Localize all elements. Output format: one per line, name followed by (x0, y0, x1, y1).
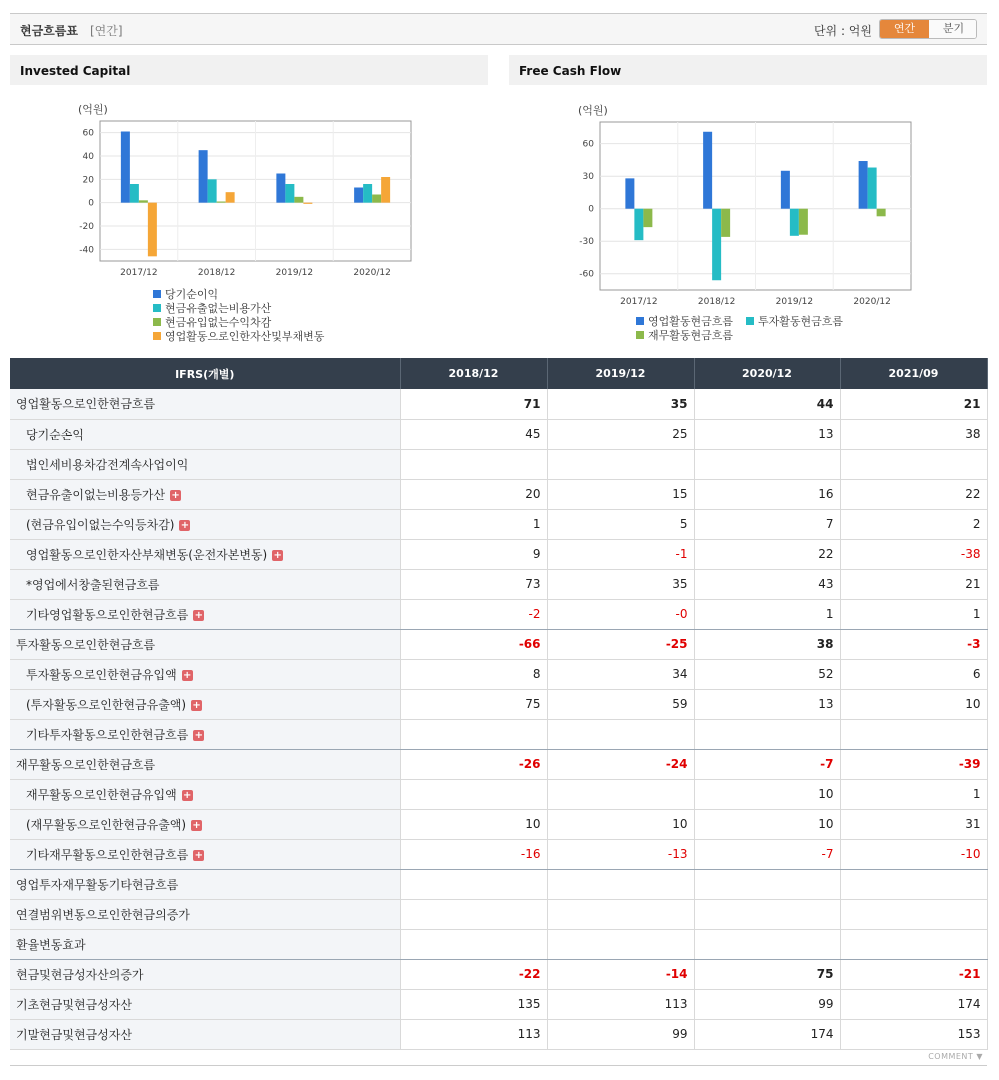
row-label-text: 당기순손익 (26, 427, 84, 442)
table-header-row (10, 358, 987, 389)
expand-plus-icon[interactable]: + (194, 609, 203, 621)
cell-value: 59 (547, 689, 694, 719)
cell-value: 35 (547, 569, 694, 599)
cell-value: 6 (840, 659, 987, 689)
row-label-text: *영업에서창출된현금흐름 (26, 577, 160, 592)
footer (10, 1050, 987, 1066)
comment-toggle[interactable]: COMMENT ▼ (928, 1052, 983, 1061)
cell-value: -16 (400, 839, 547, 869)
expand-plus-icon[interactable]: + (194, 729, 203, 741)
cell-value (400, 899, 547, 929)
section-title: 현금흐름표 (20, 24, 78, 38)
cell-value: 38 (694, 629, 840, 659)
header-period: 2019/12 (547, 358, 694, 389)
cell-value (400, 719, 547, 749)
table-body (10, 389, 987, 1049)
cell-value: 1 (400, 509, 547, 539)
row-label-text: (현금유입이없는수익등차감) (26, 517, 175, 532)
x-tick-label: 2020/12 (853, 297, 891, 307)
cell-value: -3 (840, 629, 987, 659)
bar (781, 171, 790, 209)
table-row (10, 989, 987, 1019)
y-tick-label: 40 (82, 152, 94, 162)
cell-value (840, 869, 987, 899)
unit-label: (억원) (578, 104, 608, 117)
cell-value (400, 449, 547, 479)
cell-value: -7 (694, 749, 840, 779)
row-label (10, 1019, 400, 1049)
bar (130, 184, 139, 203)
row-label (10, 899, 400, 929)
table-row (10, 629, 987, 659)
bar (799, 209, 808, 235)
bar (877, 209, 886, 217)
cell-value: 10 (694, 779, 840, 809)
cell-value (694, 899, 840, 929)
table-row (10, 749, 987, 779)
legend-swatch (153, 318, 161, 326)
annual-toggle-button[interactable]: 연간 (880, 20, 929, 38)
cell-value: 35 (547, 389, 694, 419)
y-tick-label: 0 (588, 204, 594, 215)
y-tick-label: 60 (582, 139, 594, 150)
expand-plus-icon[interactable]: + (180, 519, 190, 531)
row-label-text: 현금및현금성자산의증가 (16, 967, 144, 982)
cell-value: 5 (547, 509, 694, 539)
row-label (10, 659, 400, 689)
bar (139, 200, 148, 202)
section-header (10, 13, 987, 45)
row-label (10, 869, 400, 899)
cell-value: -25 (547, 629, 694, 659)
cell-value: 38 (840, 419, 987, 449)
row-label (10, 509, 400, 539)
cash-flow-table-wrap (10, 358, 987, 1050)
bar (226, 192, 235, 203)
row-label (10, 419, 400, 449)
legend-swatch (636, 331, 644, 339)
bar (703, 132, 712, 209)
table-row (10, 779, 987, 809)
cell-value: 75 (694, 959, 840, 989)
y-tick-label: -40 (79, 245, 94, 256)
row-label-text: 투자활동으로인한현금흐름 (16, 637, 156, 652)
expand-plus-icon[interactable]: + (171, 489, 180, 501)
cell-value: 99 (547, 1019, 694, 1049)
expand-plus-icon[interactable]: + (183, 669, 192, 681)
quarter-toggle-button[interactable]: 분기 (929, 20, 977, 38)
table-row (10, 479, 987, 509)
table-row (10, 389, 987, 419)
bar (721, 209, 730, 237)
x-tick-label: 2018/12 (197, 268, 236, 278)
row-label-text: (재무활동으로인한현금유출액) (26, 817, 187, 832)
row-label (10, 479, 400, 509)
table-row (10, 899, 987, 929)
table-row (10, 1019, 987, 1049)
free-cash-flow-panel (509, 55, 987, 355)
row-label-text: 영업활동으로인한자산부채변동(운전자본변동) (26, 547, 268, 562)
bar (868, 168, 877, 209)
legend-swatch (636, 317, 644, 325)
table-row (10, 869, 987, 899)
cell-value: 15 (547, 479, 694, 509)
invested-capital-chart (10, 85, 488, 355)
row-label-text: 현금유출이없는비용등가산 (26, 487, 166, 502)
cell-value: 43 (694, 569, 840, 599)
cell-value: -1 (547, 539, 694, 569)
period-toggle (879, 19, 977, 39)
cell-value (694, 449, 840, 479)
x-tick-label: 2019/12 (775, 297, 814, 307)
free-cash-flow-title: Free Cash Flow (519, 64, 622, 78)
bar (208, 179, 217, 202)
cell-value: 71 (400, 389, 547, 419)
cell-value: -2 (400, 599, 547, 629)
bar (217, 202, 226, 203)
cell-value: 22 (694, 539, 840, 569)
row-label-text: 투자활동으로인한현금유입액 (26, 667, 177, 682)
row-label-text: 기타재무활동으로인한현금흐름 (26, 847, 189, 862)
bar (859, 161, 868, 209)
row-label-text: 기타영업활동으로인한현금흐름 (26, 607, 189, 622)
legend-label: 재무활동현금흐름 (648, 329, 734, 342)
row-label (10, 929, 400, 959)
cell-value: 25 (547, 419, 694, 449)
table-row (10, 959, 987, 989)
row-label-text: (투자활동으로인한현금유출액) (26, 697, 187, 712)
legend-label: 당기순이익 (165, 288, 219, 301)
cell-value: 2 (840, 509, 987, 539)
y-tick-label: -20 (79, 222, 94, 232)
cell-value: 21 (840, 389, 987, 419)
row-label-text: 법인세비용차감전계속사업이익 (26, 457, 189, 472)
cell-value: 174 (694, 1019, 840, 1049)
row-label (10, 719, 400, 749)
cell-value: 13 (694, 689, 840, 719)
cell-value (840, 449, 987, 479)
bar (372, 195, 381, 203)
cell-value: 10 (694, 809, 840, 839)
cell-value: -39 (840, 749, 987, 779)
legend-label: 현금유입없는수익차감 (165, 316, 272, 329)
row-label-text: 기타투자활동으로인한현금흐름 (26, 727, 189, 742)
y-tick-label: -30 (579, 237, 594, 248)
cell-value (547, 449, 694, 479)
y-tick-label: 20 (82, 175, 94, 186)
table-row (10, 929, 987, 959)
cell-value (547, 779, 694, 809)
row-label-text: 환율변동효과 (16, 937, 86, 952)
cell-value: 21 (840, 569, 987, 599)
table-row (10, 839, 987, 869)
cell-value: 44 (694, 389, 840, 419)
y-tick-label: -60 (579, 269, 594, 280)
header-period: 2018/12 (400, 358, 547, 389)
cell-value: 135 (400, 989, 547, 1019)
cell-value: -38 (840, 539, 987, 569)
table-row (10, 509, 987, 539)
cell-value: 52 (694, 659, 840, 689)
row-label (10, 389, 400, 419)
cell-value (547, 929, 694, 959)
table-row (10, 809, 987, 839)
table-row (10, 599, 987, 629)
legend-swatch (746, 317, 754, 325)
invested-capital-title: Invested Capital (20, 64, 131, 78)
panel-header (509, 55, 987, 85)
cell-value (547, 899, 694, 929)
legend-swatch (153, 304, 161, 312)
bar (363, 184, 372, 203)
row-label-text: 영업활동으로인한현금흐름 (16, 397, 156, 412)
cell-value: 75 (400, 689, 547, 719)
cell-value: 45 (400, 419, 547, 449)
bar (634, 209, 643, 240)
cell-value (840, 899, 987, 929)
cell-value (547, 869, 694, 899)
cell-value: -10 (840, 839, 987, 869)
header-period: 2021/09 (840, 358, 987, 389)
cell-value: -21 (840, 959, 987, 989)
table-row (10, 539, 987, 569)
cell-value: -22 (400, 959, 547, 989)
cell-value: 1 (840, 779, 987, 809)
cell-value: 113 (400, 1019, 547, 1049)
cell-value: 9 (400, 539, 547, 569)
row-label (10, 539, 400, 569)
cell-value: 13 (694, 419, 840, 449)
row-label (10, 629, 400, 659)
bar (148, 203, 157, 257)
cell-value (400, 869, 547, 899)
bar (712, 209, 721, 281)
row-label (10, 989, 400, 1019)
cell-value (694, 869, 840, 899)
cell-value (547, 719, 694, 749)
cell-value: -66 (400, 629, 547, 659)
row-label (10, 689, 400, 719)
bar (285, 184, 294, 203)
invested-capital-panel (10, 55, 488, 355)
cell-value (400, 929, 547, 959)
expand-plus-icon[interactable]: + (183, 789, 192, 801)
row-label (10, 839, 400, 869)
cell-value: -26 (400, 749, 547, 779)
bar (276, 174, 285, 203)
cell-value: 1 (694, 599, 840, 629)
cell-value: 31 (840, 809, 987, 839)
row-label (10, 779, 400, 809)
bar (381, 177, 390, 203)
legend-label: 현금유출없는비용가산 (165, 302, 272, 315)
cash-flow-table (10, 358, 988, 1050)
bar (199, 150, 208, 203)
y-tick-label: 0 (88, 198, 94, 209)
row-label-text: 재무활동으로인한현금유입액 (26, 787, 177, 802)
cell-value: -13 (547, 839, 694, 869)
cell-value: 1 (840, 599, 987, 629)
legend-label: 투자활동현금흐름 (758, 315, 844, 328)
cell-value: 20 (400, 479, 547, 509)
cell-value: 174 (840, 989, 987, 1019)
cell-value: -24 (547, 749, 694, 779)
cell-value (694, 719, 840, 749)
row-label (10, 449, 400, 479)
header-ifrs: IFRS(개별) (10, 358, 400, 389)
row-label (10, 569, 400, 599)
header-period: 2020/12 (694, 358, 840, 389)
expand-plus-icon[interactable]: + (194, 849, 203, 861)
legend-label: 영업활동으로인한자산및부채변동 (165, 330, 325, 343)
table-row (10, 419, 987, 449)
cell-value: 10 (400, 809, 547, 839)
cell-value: 10 (840, 689, 987, 719)
x-tick-label: 2018/12 (697, 297, 736, 307)
row-label (10, 599, 400, 629)
cell-value: 99 (694, 989, 840, 1019)
cell-value: -7 (694, 839, 840, 869)
row-label-text: 재무활동으로인한현금흐름 (16, 757, 156, 772)
legend-label: 영업활동현금흐름 (648, 315, 734, 328)
table-row (10, 449, 987, 479)
expand-plus-icon[interactable]: + (192, 699, 201, 711)
x-tick-label: 2019/12 (275, 268, 314, 278)
x-tick-label: 2017/12 (620, 297, 658, 307)
row-label-text: 영업투자재무활동기타현금흐름 (16, 877, 179, 892)
y-tick-label: 30 (582, 172, 594, 183)
cell-value: 73 (400, 569, 547, 599)
x-tick-label: 2017/12 (120, 268, 158, 278)
cell-value: -0 (547, 599, 694, 629)
row-label-text: 기말현금및현금성자산 (16, 1027, 132, 1042)
bar (294, 197, 303, 203)
bar (303, 203, 312, 204)
cell-value: 10 (547, 809, 694, 839)
free-cash-flow-chart (509, 85, 987, 355)
cell-value: -14 (547, 959, 694, 989)
cell-value (400, 779, 547, 809)
cell-value (840, 929, 987, 959)
unit-label: 단위 : 억원 (813, 24, 872, 38)
table-row (10, 689, 987, 719)
bar (625, 178, 634, 208)
cell-value (694, 929, 840, 959)
row-label (10, 809, 400, 839)
expand-plus-icon[interactable]: + (192, 819, 201, 831)
cell-value (840, 719, 987, 749)
unit-label: (억원) (78, 103, 108, 116)
bar (643, 209, 652, 227)
cell-value: 34 (547, 659, 694, 689)
cell-value: 7 (694, 509, 840, 539)
bar (354, 188, 363, 203)
table-row (10, 659, 987, 689)
bar (790, 209, 799, 236)
row-label (10, 959, 400, 989)
row-label (10, 749, 400, 779)
expand-plus-icon[interactable]: + (273, 549, 282, 561)
row-label-text: 기초현금및현금성자산 (16, 997, 132, 1012)
cell-value: 153 (840, 1019, 987, 1049)
table-row (10, 719, 987, 749)
section-subtitle: [연간] (90, 24, 123, 38)
row-label-text: 연결범위변동으로인한현금의증가 (16, 907, 190, 922)
legend-swatch (153, 290, 161, 298)
table-row (10, 569, 987, 599)
bar (121, 132, 130, 203)
cell-value: 8 (400, 659, 547, 689)
y-tick-label: 60 (82, 128, 94, 139)
cell-value: 113 (547, 989, 694, 1019)
legend-swatch (153, 332, 161, 340)
cell-value: 16 (694, 479, 840, 509)
panel-header (10, 55, 488, 85)
x-tick-label: 2020/12 (353, 268, 391, 278)
cell-value: 22 (840, 479, 987, 509)
